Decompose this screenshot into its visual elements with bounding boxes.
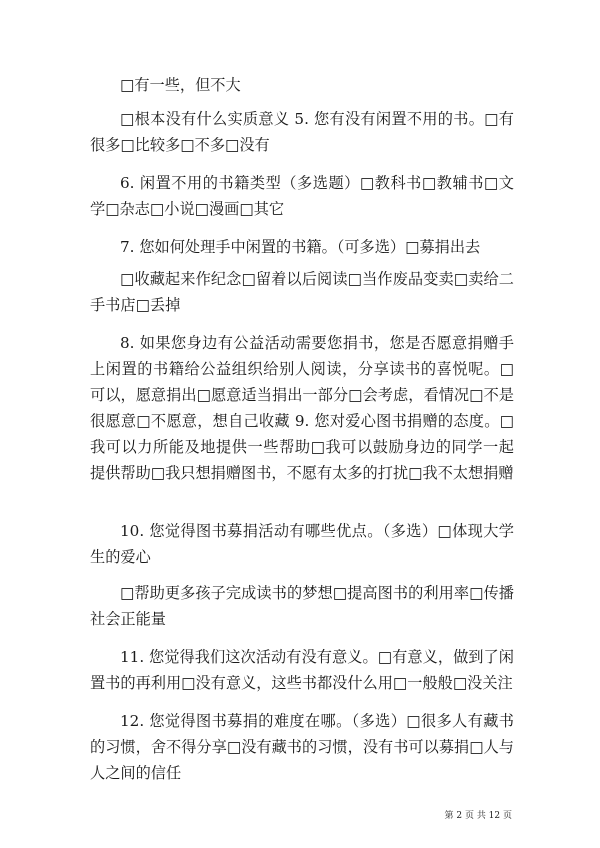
paragraph-6: 8. 如果您身边有公益活动需要您捐书，您是否愿意捐赠手上闲置的书籍给公益组织给别人阅读，分享读书的喜悦呢。□可以，愿意捐出□愿意适当捐出一部分□会考虑，看情况□不是很愿意□不愿意，想自己收藏 9. 您对爱心图书捐赠的态度。□我可以力所能及地提供一些帮助□我可以鼓励身边的同学一起提供帮助□我只想捐赠图书，不愿有太多的打扰□我不太想捐赠: [90, 334, 514, 482]
paragraph-4: 7. 您如何处理手中闲置的书籍。（可多选）□募捐出去: [120, 238, 481, 256]
paragraph-9: 11. 您觉得我们这次活动有没有意义。□有意义，做到了闲置书的再利用□没有意义，这些书都没什么用□一般般□没关注: [90, 648, 514, 692]
paragraph-8: □帮助更多孩子完成读书的梦想□提高图书的利用率□传播社会正能量: [90, 584, 514, 628]
paragraph-1: □有一些，但不大: [120, 76, 241, 94]
page-number: 第 2 页 共 12 页: [444, 811, 512, 821]
page-footer: [0, 808, 600, 821]
paragraph-7: 10. 您觉得图书募捐活动有哪些优点。（多选）□体现大学生的爱心: [90, 522, 514, 566]
paragraph-10: 12. 您觉得图书募捐的难度在哪。（多选）□很多人有藏书的习惯，舍不得分享□没有藏书的习惯，没有书可以募捐□人与人之间的信任: [90, 712, 514, 782]
paragraph-2: □根本没有什么实质意义 5. 您有没有闲置不用的书。□有很多□比较多□不多□没有: [90, 110, 514, 154]
paragraph-5: □收藏起来作纪念□留着以后阅读□当作废品变卖□卖给二手书店□丢掉: [90, 270, 514, 314]
paragraph-3: 6. 闲置不用的书籍类型（多选题）□教科书□教辅书□文学□杂志□小说□漫画□其它: [90, 174, 514, 218]
